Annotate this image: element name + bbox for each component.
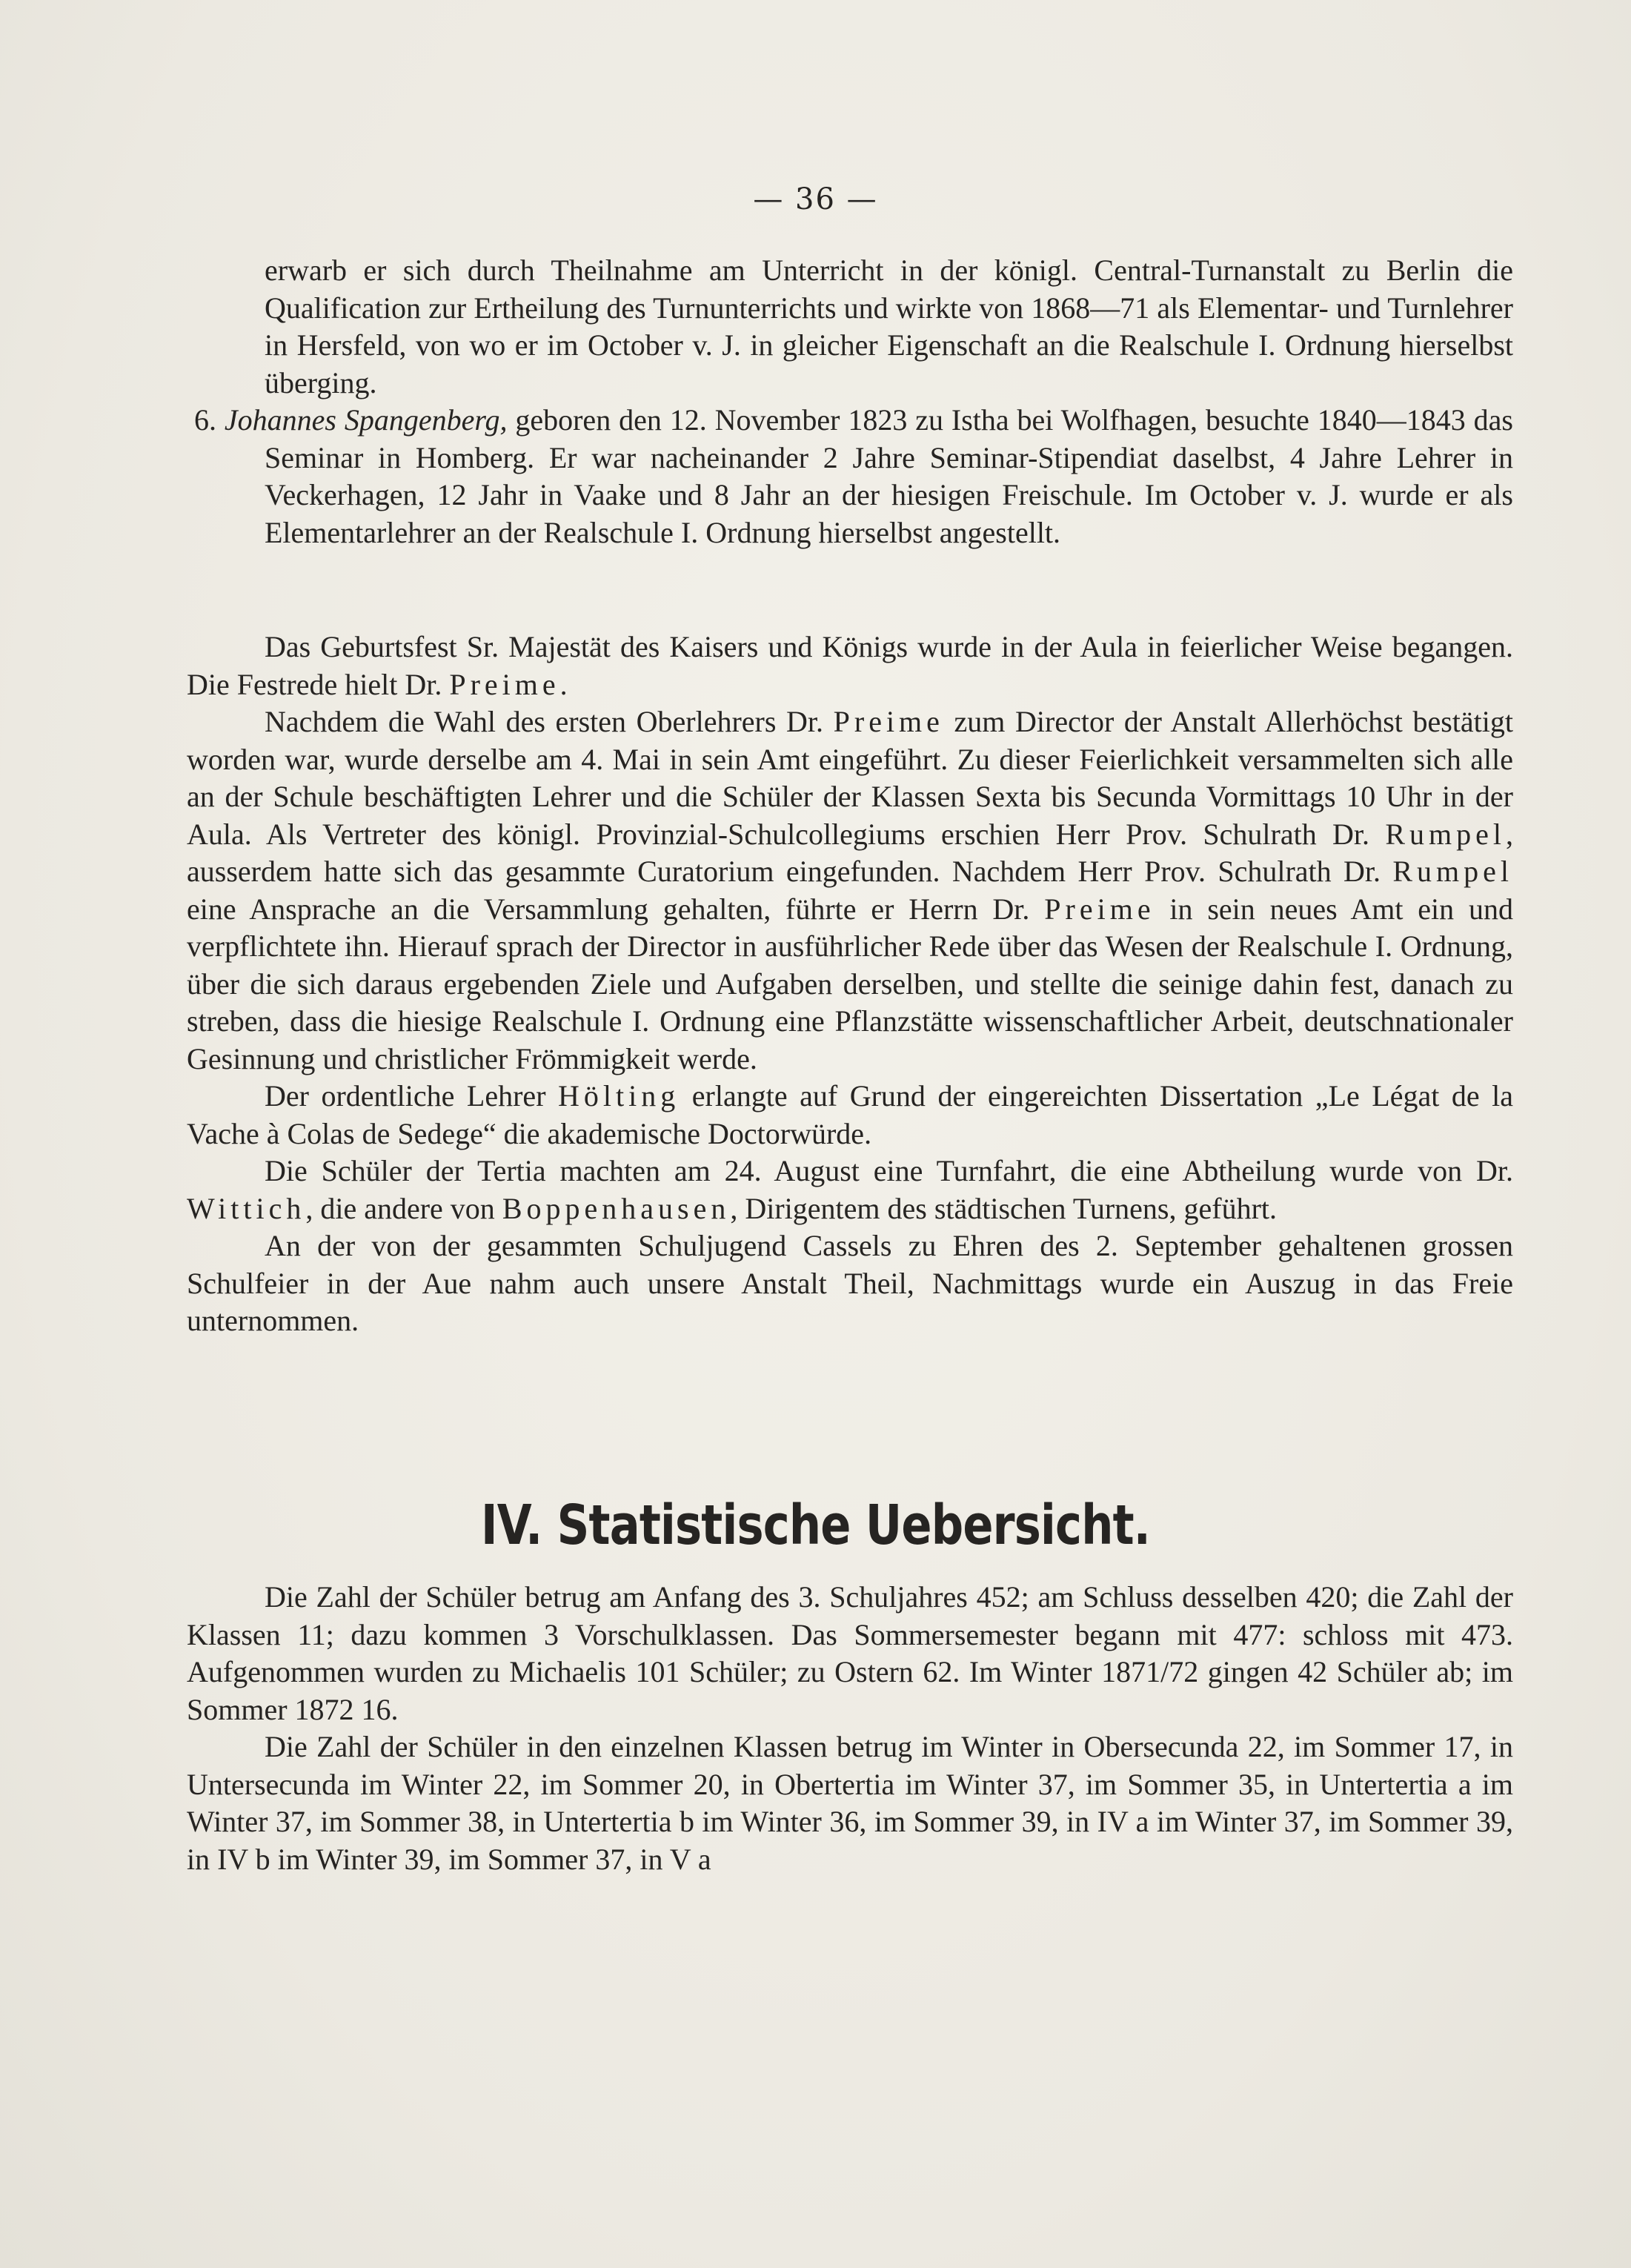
entry-number: 6. bbox=[194, 403, 216, 437]
statistics-paragraph-2: Die Zahl der Schüler in den einzelnen Klassen betrug im Winter in Obersecunda 22, im Sommer 17, in Untersecunda im Winter 22, im Sommer 20, in Obertertia im Winter 37, im Sommer 35, in Untertertia a im Winter 37, im Sommer 38, in Untertertia b im Winter 36, im Sommer 39, in IV a im Winter 37, im Sommer 39, in IV b im Winter 39, im Sommer 37, in V a bbox=[187, 1730, 1513, 1876]
entry-text: geboren den 12. November 1823 zu Istha bei Wolfhagen, besuchte 1840—1843 das Seminar in Homberg. Er war nacheinander 2 Jahre Seminar-Stipendiat daselbst, 4 Jahre Lehrer in Veckerhagen, 12 Jahr in Vaake und 8 Jahr an der hiesigen Freischule. Im October v. J. wurde er als Elementarlehrer an der Realschule I. Ordnung hierselbst angestellt. bbox=[265, 403, 1513, 549]
statistics-text-block bbox=[187, 1579, 1513, 1878]
upper-text-block bbox=[187, 252, 1513, 551]
schulfeier-paragraph: An der von der gesammten Schuljugend Cassels zu Ehren des 2. September gehaltenen grossen Schulfeier in der Aue nahm auch unsere Anstalt Theil, Nachmittags wurde ein Auszug in das Freie unternommen. bbox=[187, 1229, 1513, 1337]
section-heading: IV. Statistische Uebersicht. bbox=[481, 1493, 1150, 1557]
statistics-paragraph-1: Die Zahl der Schüler betrug am Anfang des 3. Schuljahres 452; am Schluss desselben 420; die Zahl der Klassen 11; dazu kommen 3 Vorschulklassen. Das Sommersemester begann mit 477: schloss mit 473. Aufgenommen wurden zu Michaelis 101 Schüler; zu Ostern 62. Im Winter 1871/72 gingen 42 Schüler ab; im Sommer 1872 16. bbox=[187, 1580, 1513, 1726]
biography-entry-6 bbox=[187, 402, 1513, 551]
events-text-block bbox=[187, 629, 1513, 1340]
spaced-name: Preime bbox=[833, 705, 944, 738]
spaced-name: Preime bbox=[1044, 892, 1155, 926]
director-installation-paragraph: Nachdem die Wahl des ersten Oberlehrers Dr. Preime zum Director der Anstalt Allerhöchst bestätigt worden war, wurde derselbe am 4. Mai in sein Amt eingeführt. Zu dieser Feierlichkeit versammelten sich alle an der Schule beschäftigten Lehrer und die Schüler der Klassen Sexta bis Secunda Vormittags 10 Uhr in der Aula. Als Vertreter des königl. Provinzial-Schulcollegiums erschien Herr Prov. Schulrath Dr. Rumpel, ausserdem hatte sich das gesammte Curatorium eingefunden. Nachdem Herr Prov. Schulrath Dr. Rumpel eine Ansprache an die Versammlung gehalten, führte er Herrn Dr. Preime in sein neues Amt ein und verpflichtete ihn. Hierauf sprach der Director in ausführlicher Rede über das Wesen der Realschule I. Ordnung, über die sich daraus ergebenden Ziele und Aufgaben derselben, und stellte die seinige dahin fest, danach zu streben, dass die hiesige Realschule I. Ordnung eine Pflanzstätte wissenschaftlicher Arbeit, deutschnationaler Gesinnung und christlicher Frömmigkeit werde. bbox=[187, 705, 1513, 1075]
continued-biography-paragraph: erwarb er sich durch Theilnahme am Unterricht in der königl. Central-Turnanstalt zu Berlin die Qualification zur Ertheilung des Turnunterrichts und wirkte von 1868—71 als Elementar- und Turnlehrer in Hersfeld, von wo er im October v. J. in gleicher Eigenschaft an die Realschule I. Ordnung hierselbst überging. bbox=[265, 253, 1513, 399]
entry-person-name: Johannes Spangenberg, bbox=[224, 403, 508, 437]
page-number: — 36 — bbox=[753, 182, 878, 216]
turnfahrt-paragraph: Die Schüler der Tertia machten am 24. August eine Turnfahrt, die eine Abtheilung wurde von Dr. Wittich, die andere von Boppenhausen, Dirigentem des städtischen Turnens, geführt. bbox=[187, 1154, 1513, 1225]
spaced-name: Hölting bbox=[558, 1079, 680, 1113]
spaced-name: Rumpel bbox=[1392, 855, 1513, 888]
geburtsfest-paragraph: Das Geburtsfest Sr. Majestät des Kaisers und Königs wurde in der Aula in feierlicher Weise begangen. Die Festrede hielt Dr. Preime. bbox=[187, 630, 1513, 701]
spaced-name: Wittich bbox=[187, 1191, 306, 1225]
spaced-name: Rumpel bbox=[1385, 817, 1506, 851]
spaced-name: Preime bbox=[449, 667, 560, 701]
spaced-name: Boppenhausen bbox=[502, 1191, 731, 1225]
doctorate-paragraph: Der ordentliche Lehrer Hölting erlangte auf Grund der eingereichten Dissertation „Le Légat de la Vache à Colas de Sedege“ die akademische Doctorwürde. bbox=[187, 1079, 1513, 1150]
